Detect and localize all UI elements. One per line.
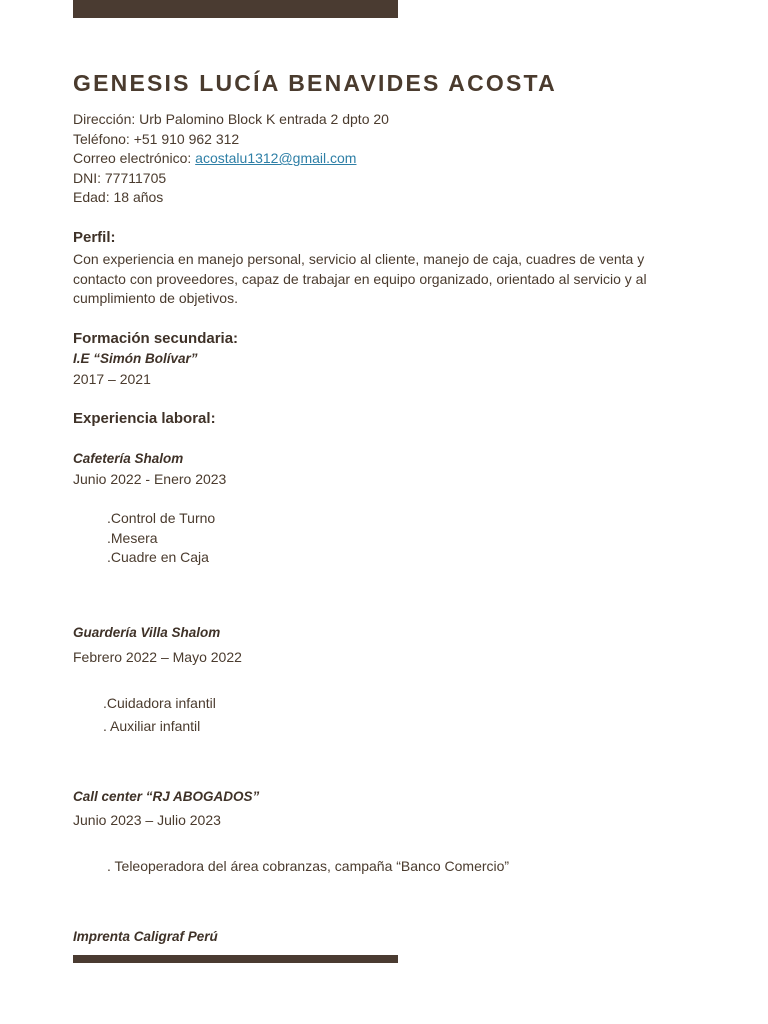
experience-heading: Experiencia laboral: [73, 410, 216, 427]
education-years: 2017 – 2021 [73, 371, 151, 387]
job-org: Call center “RJ ABOGADOS” [73, 789, 260, 804]
education-heading: Formación secundaria: [73, 330, 239, 347]
job-task: . Auxiliar infantil [103, 718, 201, 734]
age-line: Edad: 18 años [73, 189, 164, 206]
top-decorative-bar [73, 0, 398, 18]
job-period: Febrero 2022 – Mayo 2022 [73, 649, 242, 665]
bottom-decorative-bar [73, 955, 398, 963]
email-link[interactable]: acostalu1312@gmail.com [195, 150, 357, 167]
job-task: .Cuidadora infantil [103, 695, 216, 711]
job-task: .Control de Turno [107, 510, 216, 526]
job-task: . Teleoperadora del área cobranzas, campaña “Banco Comercio” [107, 858, 510, 874]
education-school: I.E “Simón Bolívar” [73, 351, 198, 366]
address-line: Dirección: Urb Palomino Block K entrada 2 dpto 20 [73, 111, 389, 127]
email-line [73, 149, 389, 169]
dni-line: DNI: 77711705 [73, 169, 167, 186]
profile-heading: Perfil: [73, 229, 116, 246]
profile-text: Con experiencia en manejo personal, servicio al cliente, manejo de caja, cuadres de venta y contacto con proveedores, capaz de trabajar en equipo organizado, orientado al servicio y al cumplimiento de objetivos. [73, 251, 647, 307]
job-task: .Mesera [107, 530, 158, 546]
job-period: Junio 2022 - Enero 2023 [73, 471, 227, 487]
candidate-name: GENESIS LUCÍA BENAVIDES ACOSTA [73, 70, 557, 96]
job-task: .Cuadre en Caja [107, 549, 209, 565]
job-period: Junio 2023 – Julio 2023 [73, 812, 221, 828]
email-label: Correo electrónico: [73, 150, 196, 167]
phone-line: Teléfono: +51 910 962 312 [73, 130, 240, 147]
contact-block [73, 110, 389, 208]
job-org: Guardería Villa Shalom [73, 625, 221, 640]
job-org: Imprenta Caligraf Perú [73, 929, 218, 944]
job-org: Cafetería Shalom [73, 451, 184, 466]
